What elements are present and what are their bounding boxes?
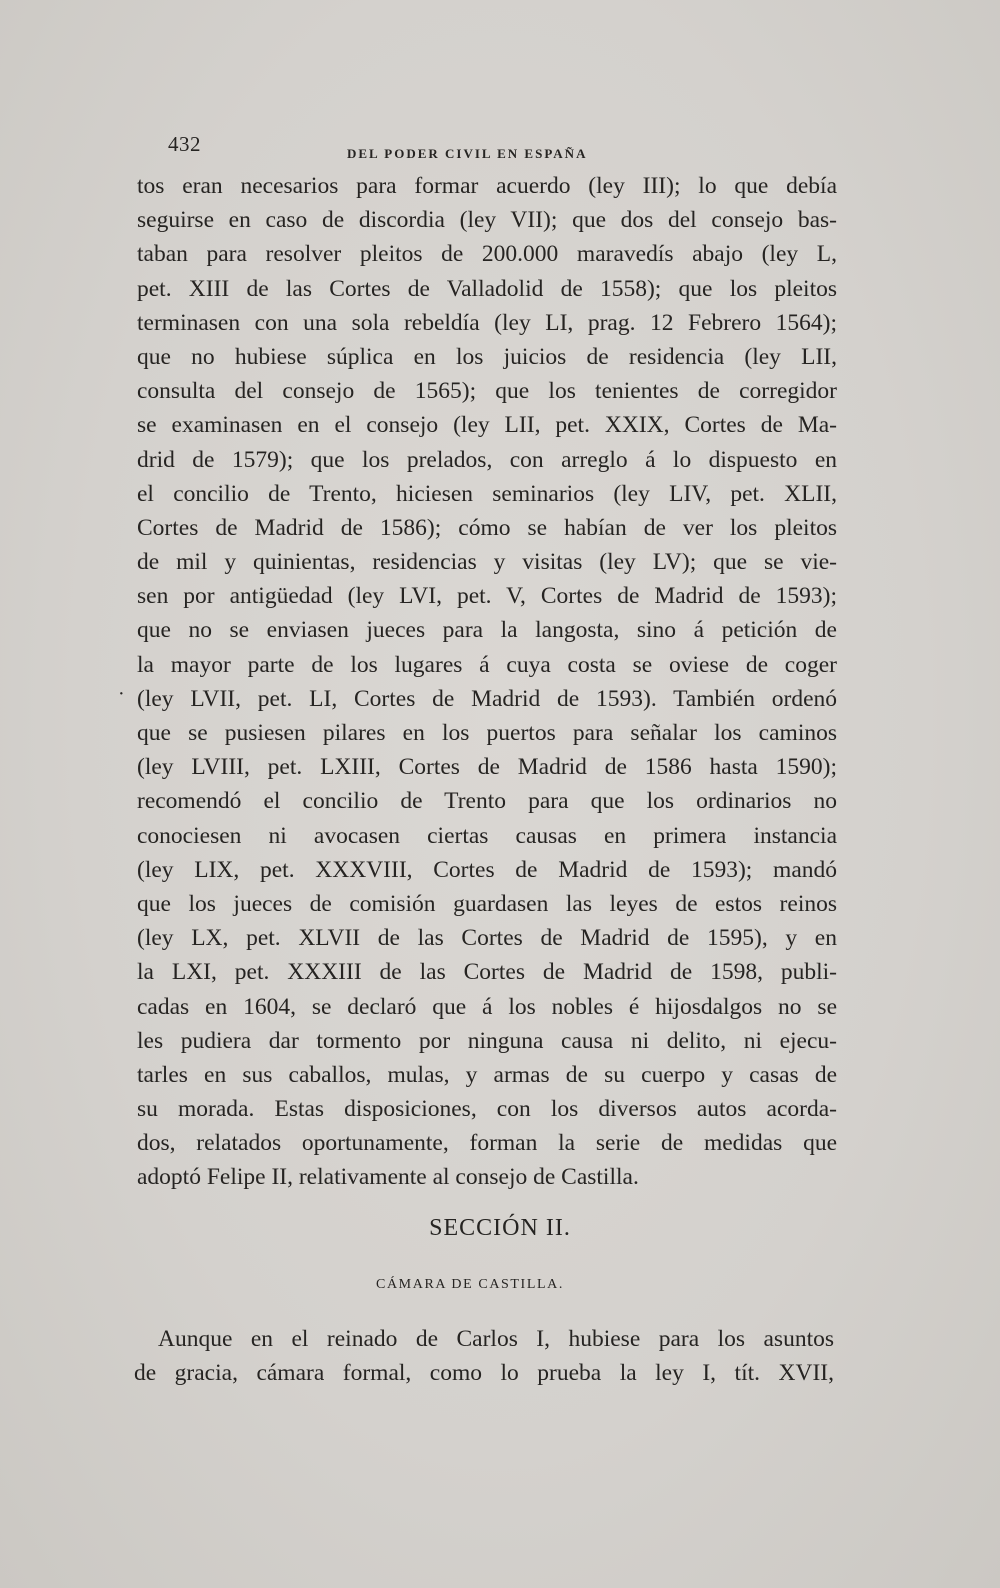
body-paragraph: [137, 169, 837, 1195]
text-line: drid de 1579); que los prelados, con arreglo á lo dispuesto en: [137, 446, 837, 473]
text-line: tos eran necesarios para formar acuerdo (ley III); lo que debía: [137, 173, 837, 199]
text-line: taban para resolver pleitos de 200.000 maravedís abajo (ley L,: [137, 241, 837, 268]
text-line: que se pusiesen pilares en los puertos para señalar los caminos: [137, 720, 837, 746]
text-line: que los jueces de comisión guardasen las leyes de estos reinos: [137, 890, 837, 917]
text-line: que no hubiese súplica en los juicios de residencia (ley LII,: [137, 343, 837, 370]
text-line: de gracia, cámara formal, como lo prueba la ley I, tít. XVII,: [134, 1360, 834, 1387]
text-line: conociesen ni avocasen ciertas causas en primera instancia: [137, 822, 837, 849]
text-line: recomendó el concilio de Trento para que los ordinarios no: [137, 788, 837, 815]
text-line: la mayor parte de los lugares á cuya costa se oviese de coger: [137, 651, 837, 678]
text-line: tarles en sus caballos, mulas, y armas de su cuerpo y casas de: [137, 1061, 837, 1088]
margin-dot: ·: [118, 683, 125, 705]
text-line: que no se enviasen jueces para la langosta, sino á petición de: [137, 617, 837, 644]
text-line: (ley LIX, pet. XXXVIII, Cortes de Madrid de 1593); mandó: [137, 856, 837, 883]
running-head: [0, 132, 1000, 162]
text-line: su morada. Estas disposiciones, con los diversos autos acorda-: [137, 1096, 837, 1123]
text-line: Cortes de Madrid de 1586); cómo se habían de ver los pleitos: [137, 514, 837, 541]
text-line: sen por antigüedad (ley LVI, pet. V, Cortes de Madrid de 1593);: [137, 583, 837, 610]
text-line: (ley LVIII, pet. LXIII, Cortes de Madrid de 1586 hasta 1590);: [137, 754, 837, 781]
text-line: les pudiera dar tormento por ninguna causa ni delito, ni ejecu-: [137, 1027, 837, 1054]
text-line: seguirse en caso de discordia (ley VII); que dos del consejo bas-: [137, 207, 837, 234]
text-line: se examinasen en el consejo (ley LII, pet. XXIX, Cortes de Ma-: [137, 412, 837, 439]
text-line: terminasen con una sola rebeldía (ley LI, prag. 12 Febrero 1564);: [137, 309, 837, 336]
section-heading: SECCIÓN II.: [429, 1215, 571, 1241]
text-line: Aunque en el reinado de Carlos I, hubiese para los asuntos: [158, 1326, 834, 1352]
text-line: dos, relatados oportunamente, forman la serie de medidas que: [137, 1130, 837, 1157]
text-line: el concilio de Trento, hiciesen seminarios (ley LIV, pet. XLII,: [137, 480, 837, 507]
text-line: pet. XIII de las Cortes de Valladolid de 1558); que los pleitos: [137, 275, 837, 302]
text-line: adoptó Felipe II, relativamente al consejo de Castilla.: [137, 1164, 639, 1191]
second-paragraph: [134, 1322, 834, 1390]
text-line: la LXI, pet. XXXIII de las Cortes de Madrid de 1598, publi-: [137, 959, 837, 986]
text-line: (ley LX, pet. XLVII de las Cortes de Madrid de 1595), y en: [137, 925, 837, 952]
text-line: de mil y quinientas, residencias y visitas (ley LV); que se vie-: [137, 549, 837, 576]
running-title: DEL PODER CIVIL EN ESPAÑA: [347, 146, 588, 161]
page-number: 432: [168, 132, 201, 156]
text-line: cadas en 1604, se declaró que á los nobles é hijosdalgos no se: [137, 993, 837, 1020]
text-line: consulta del consejo de 1565); que los tenientes de corregidor: [137, 378, 837, 405]
section-subheading: CÁMARA DE CASTILLA.: [376, 1277, 564, 1292]
text-line: (ley LVII, pet. LI, Cortes de Madrid de 1593). También ordenó: [137, 685, 837, 712]
